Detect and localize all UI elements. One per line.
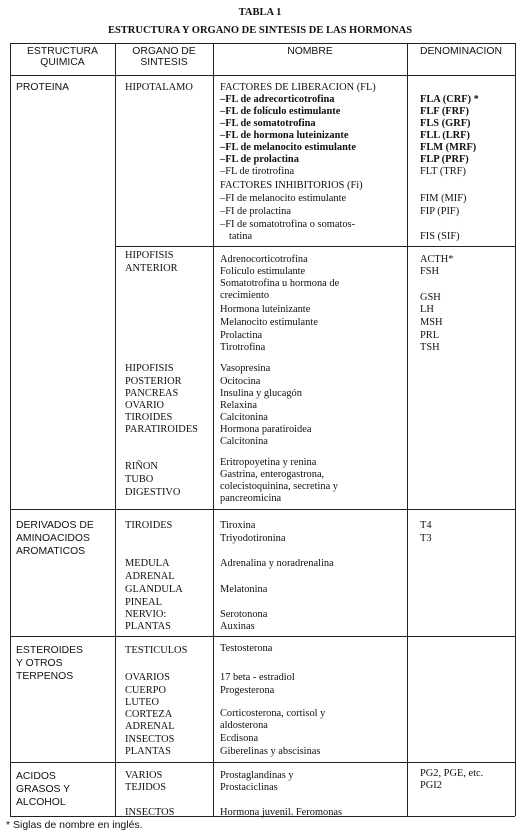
nombre-cell: –FI de melanocito estimulante bbox=[220, 193, 347, 204]
estructura-cell: AMINOACIDOS bbox=[16, 533, 90, 544]
table-subtitle: ESTRUCTURA Y ORGANO DE SINTESIS DE LAS HORMONAS bbox=[107, 25, 413, 36]
organo-cell: VARIOS bbox=[125, 770, 163, 781]
nombre-cell: Calcitonina bbox=[220, 436, 268, 447]
denominacion-cell: FIM (MIF) bbox=[420, 193, 467, 204]
denominacion-cell: FLF (FRF) bbox=[420, 106, 469, 117]
estructura-cell: ALCOHOL bbox=[16, 797, 66, 808]
rule-col1 bbox=[115, 43, 116, 816]
nombre-cell: Hormona luteinizante bbox=[220, 304, 311, 315]
nombre-cell: Ocitocina bbox=[220, 376, 261, 387]
nombre-cell: Giberelinas y abscisinas bbox=[220, 746, 321, 757]
denominacion-cell: MSH bbox=[420, 317, 443, 328]
nombre-cell: Somatotrofina u hormona de bbox=[220, 278, 340, 289]
nombre-cell: Prostaciclinas bbox=[220, 782, 278, 793]
denominacion-cell: T4 bbox=[420, 520, 432, 531]
organo-cell: OVARIOS bbox=[125, 672, 170, 683]
nombre-cell: Progesterona bbox=[220, 685, 275, 696]
denominacion-cell: TSH bbox=[420, 342, 440, 353]
nombre-cell: crecimiento bbox=[220, 290, 270, 301]
nombre-cell: tatina bbox=[229, 231, 253, 242]
organo-cell: DIGESTIVO bbox=[125, 487, 181, 498]
rule-esteroides-end bbox=[10, 762, 515, 763]
nombre-cell: –FL de adrecorticotrofina bbox=[220, 94, 335, 105]
nombre-cell: Triyodotironina bbox=[220, 533, 286, 544]
nombre-cell: –FL de somatotrofina bbox=[220, 118, 316, 129]
nombre-cell: Adrenalina y noradrenalina bbox=[220, 558, 334, 569]
organo-cell: GLANDULA bbox=[125, 584, 183, 595]
organo-cell: OVARIO bbox=[125, 400, 165, 411]
estructura-cell: ESTEROIDES bbox=[16, 645, 83, 656]
nombre-cell: –FL de prolactina bbox=[220, 154, 299, 165]
denominacion-cell: PG2, PGE, etc. bbox=[420, 768, 484, 779]
rule-hipotalamo-end bbox=[115, 246, 515, 247]
estructura-cell: GRASOS Y bbox=[16, 784, 71, 795]
nombre-cell: –FI de prolactina bbox=[220, 206, 291, 217]
organo-cell: TESTICULOS bbox=[125, 645, 188, 656]
header-estructura-line1: ESTRUCTURA bbox=[26, 46, 98, 57]
header-organo-line1: ORGANO DE bbox=[132, 46, 196, 57]
nombre-cell: Tiroxina bbox=[220, 520, 256, 531]
nombre-cell: Adrenocorticotrofina bbox=[220, 254, 308, 265]
rule-header bbox=[10, 75, 515, 76]
organo-cell: INSECTOS bbox=[125, 807, 175, 818]
denominacion-cell: LH bbox=[420, 304, 434, 315]
denominacion-cell: FLS (GRF) bbox=[420, 118, 471, 129]
nombre-cell: –FL de melanocito estimulante bbox=[220, 142, 356, 153]
nombre-cell: Auxinas bbox=[220, 621, 255, 632]
nombre-cell: Prostaglandinas y bbox=[220, 770, 294, 781]
denominacion-cell: PGI2 bbox=[420, 780, 442, 791]
nombre-cell: Folículo estimulante bbox=[220, 266, 306, 277]
nombre-cell: Eritropoyetina y renina bbox=[220, 457, 317, 468]
rule-top bbox=[10, 43, 515, 44]
rule-proteina-end bbox=[10, 509, 515, 510]
organo-cell: HIPOTALAMO bbox=[125, 82, 193, 93]
nombre-cell: Hormona paratiroidea bbox=[220, 424, 312, 435]
nombre-cell: pancreomicina bbox=[220, 493, 282, 504]
organo-cell: PLANTAS bbox=[125, 746, 171, 757]
nombre-cell: Relaxina bbox=[220, 400, 257, 411]
organo-cell: RIÑON bbox=[125, 461, 158, 472]
organo-cell: ADRENAL bbox=[125, 721, 175, 732]
nombre-cell: Hormona juvenil. Feromonas bbox=[220, 807, 343, 818]
nombre-cell: FACTORES DE LIBERACION (FL) bbox=[220, 82, 376, 93]
nombre-cell: –FI de somatotrofina o somatos- bbox=[220, 219, 356, 230]
nombre-cell: –FL de folículo estimulante bbox=[220, 106, 341, 117]
nombre-cell: Gastrina, enterogastrona, bbox=[220, 469, 325, 480]
estructura-cell: DERIVADOS DE bbox=[16, 520, 94, 531]
nombre-cell: –FL de tirotrofina bbox=[220, 166, 295, 177]
organo-cell: ANTERIOR bbox=[125, 263, 178, 274]
nombre-cell: Insulina y glucagón bbox=[220, 388, 302, 399]
estructura-cell: TERPENOS bbox=[16, 671, 74, 682]
estructura-cell: AROMATICOS bbox=[16, 546, 86, 557]
nombre-cell: Melatonina bbox=[220, 584, 268, 595]
estructura-cell: PROTEINA bbox=[16, 82, 70, 93]
header-denominacion: DENOMINACION bbox=[420, 46, 502, 57]
organo-cell: ADRENAL bbox=[125, 571, 175, 582]
organo-cell: PANCREAS bbox=[125, 388, 179, 399]
rule-right bbox=[515, 43, 516, 816]
organo-cell: TEJIDOS bbox=[125, 782, 166, 793]
organo-cell: TIROIDES bbox=[125, 412, 173, 423]
rule-col2 bbox=[213, 43, 214, 816]
header-estructura-line2: QUIMICA bbox=[40, 57, 85, 68]
nombre-cell: aldosterona bbox=[220, 720, 268, 731]
organo-cell: PLANTAS bbox=[125, 621, 171, 632]
denominacion-cell: FIP (PIF) bbox=[420, 206, 460, 217]
organo-cell: TUBO bbox=[125, 474, 154, 485]
estructura-cell: ACIDOS bbox=[16, 771, 56, 782]
nombre-cell: FACTORES INHIBITORIOS (Fi) bbox=[220, 180, 363, 191]
nombre-cell: Ecdisona bbox=[220, 733, 259, 744]
denominacion-cell: T3 bbox=[420, 533, 432, 544]
denominacion-cell: FIS (SIF) bbox=[420, 231, 460, 242]
organo-cell: HIPOFISIS bbox=[125, 250, 174, 261]
nombre-cell: Calcitonina bbox=[220, 412, 268, 423]
organo-cell: PINEAL bbox=[125, 597, 162, 608]
denominacion-cell: FSH bbox=[420, 266, 440, 277]
nombre-cell: colecistoquinina, secretina y bbox=[220, 481, 339, 492]
organo-cell: CORTEZA bbox=[125, 709, 173, 720]
organo-cell: POSTERIOR bbox=[125, 376, 182, 387]
organo-cell: TIROIDES bbox=[125, 520, 173, 531]
organo-cell: HIPOFISIS bbox=[125, 363, 174, 374]
estructura-cell: Y OTROS bbox=[16, 658, 63, 669]
nombre-cell: Serotonona bbox=[220, 609, 268, 620]
organo-cell: CUERPO bbox=[125, 685, 166, 696]
organo-cell: LUTEO bbox=[125, 697, 160, 708]
denominacion-cell: FLM (MRF) bbox=[420, 142, 477, 153]
nombre-cell: Prolactina bbox=[220, 330, 263, 341]
rule-left bbox=[10, 43, 11, 816]
header-nombre: NOMBRE bbox=[287, 46, 333, 57]
denominacion-cell: FLL (LRF) bbox=[420, 130, 470, 141]
footnote: * Siglas de nombre en inglés. bbox=[6, 819, 143, 831]
nombre-cell: Melanocito estimulante bbox=[220, 317, 318, 328]
nombre-cell: Testosterona bbox=[220, 643, 273, 654]
header-estructura bbox=[10, 46, 115, 68]
organo-cell: INSECTOS bbox=[125, 734, 175, 745]
header-organo-line2: SINTESIS bbox=[140, 57, 188, 68]
organo-cell: NERVIO: bbox=[125, 609, 167, 620]
nombre-cell: Vasopresina bbox=[220, 363, 271, 374]
nombre-cell: Tirotrofina bbox=[220, 342, 266, 353]
nombre-cell: 17 beta - estradiol bbox=[220, 672, 295, 683]
denominacion-cell: PRL bbox=[420, 330, 440, 341]
nombre-cell: –FL de hormona luteinizante bbox=[220, 130, 349, 141]
organo-cell: MEDULA bbox=[125, 558, 170, 569]
denominacion-cell: FLP (PRF) bbox=[420, 154, 469, 165]
organo-cell: PARATIROIDES bbox=[125, 424, 198, 435]
denominacion-cell: ACTH* bbox=[420, 254, 454, 265]
header-organo bbox=[115, 46, 213, 68]
table-title: TABLA 1 bbox=[238, 7, 282, 18]
rule-derivados-end bbox=[10, 636, 515, 637]
denominacion-cell: FLT (TRF) bbox=[420, 166, 466, 177]
nombre-cell: Corticosterona, cortisol y bbox=[220, 708, 326, 719]
denominacion-cell: FLA (CRF) * bbox=[420, 94, 479, 105]
rule-col3 bbox=[407, 43, 408, 816]
denominacion-cell: GSH bbox=[420, 292, 441, 303]
